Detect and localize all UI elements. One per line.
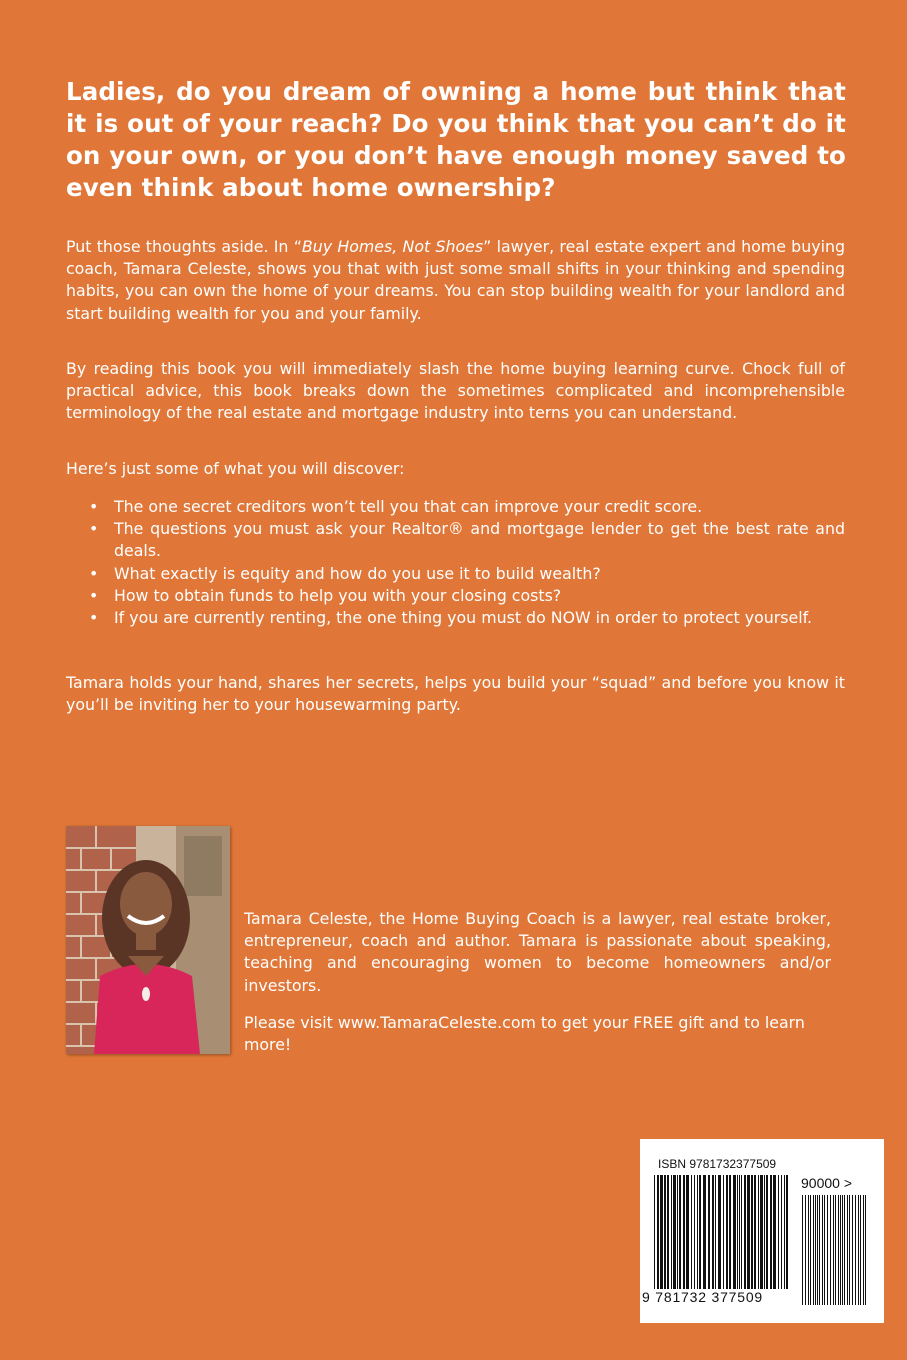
isbn-barcode — [640, 1139, 884, 1323]
list-item: • The questions you must ask your Realtor® and mortgage lender to get the best rate and deals. — [114, 518, 845, 562]
author-website-note: Please visit www.TamaraCeleste.com to get your FREE gift and to learn more! — [244, 1013, 805, 1055]
author-photo — [66, 826, 230, 1054]
intro-lead: Put those thoughts aside. In “ — [66, 237, 302, 256]
closing-paragraph: Tamara holds your hand, shares her secrets, helps you build your “squad” and before you know it you’ll be inviting her to your housewarming party. — [66, 673, 845, 715]
headline: Ladies, do you dream of owning a home but think that it is out of your reach? Do you think that you can’t do it on your own, or you don’t have enough money saved to even think about home ownership? — [66, 77, 846, 202]
list-item: • The one secret creditors won’t tell you that can improve your credit score. — [114, 496, 845, 518]
isbn-label: ISBN 9781732377509 — [658, 1157, 777, 1171]
list-item: • How to obtain funds to help you with your closing costs? — [114, 585, 845, 607]
book-title: Buy Homes, Not Shoes — [301, 237, 484, 256]
discover-intro: Here’s just some of what you will discover: — [66, 459, 405, 478]
author-bio: Tamara Celeste, the Home Buying Coach is a lawyer, real estate broker, entrepreneur, coach and author. Tamara is passionate about speaking, teaching and encouraging women to become homeowners and/or investors. — [244, 909, 831, 995]
author-portrait-illustration — [66, 826, 230, 1054]
barcode-digits: 9 781732 377509 — [642, 1289, 763, 1305]
intro-paragraph — [66, 236, 845, 325]
intro-body: ” lawyer, real estate expert and home buying coach, Tamara Celeste, shows you that with just some small shifts in your thinking and spending habits, you can own the home of your dreams. You can stop building wealth for your landlord and start building wealth for you and your family. — [66, 237, 845, 323]
list-item: • What exactly is equity and how do you use it to build wealth? — [114, 563, 845, 585]
price-code: 90000 > — [801, 1175, 852, 1191]
reading-paragraph: By reading this book you will immediately slash the home buying learning curve. Chock full of practical advice, this book breaks down the sometimes complicated and incomprehensible terminology of the real estate and mortgage industry into terns you can understand. — [66, 359, 845, 423]
discover-list — [66, 496, 845, 629]
list-item: • If you are currently renting, the one thing you must do NOW in order to protect yourself. — [114, 607, 845, 629]
